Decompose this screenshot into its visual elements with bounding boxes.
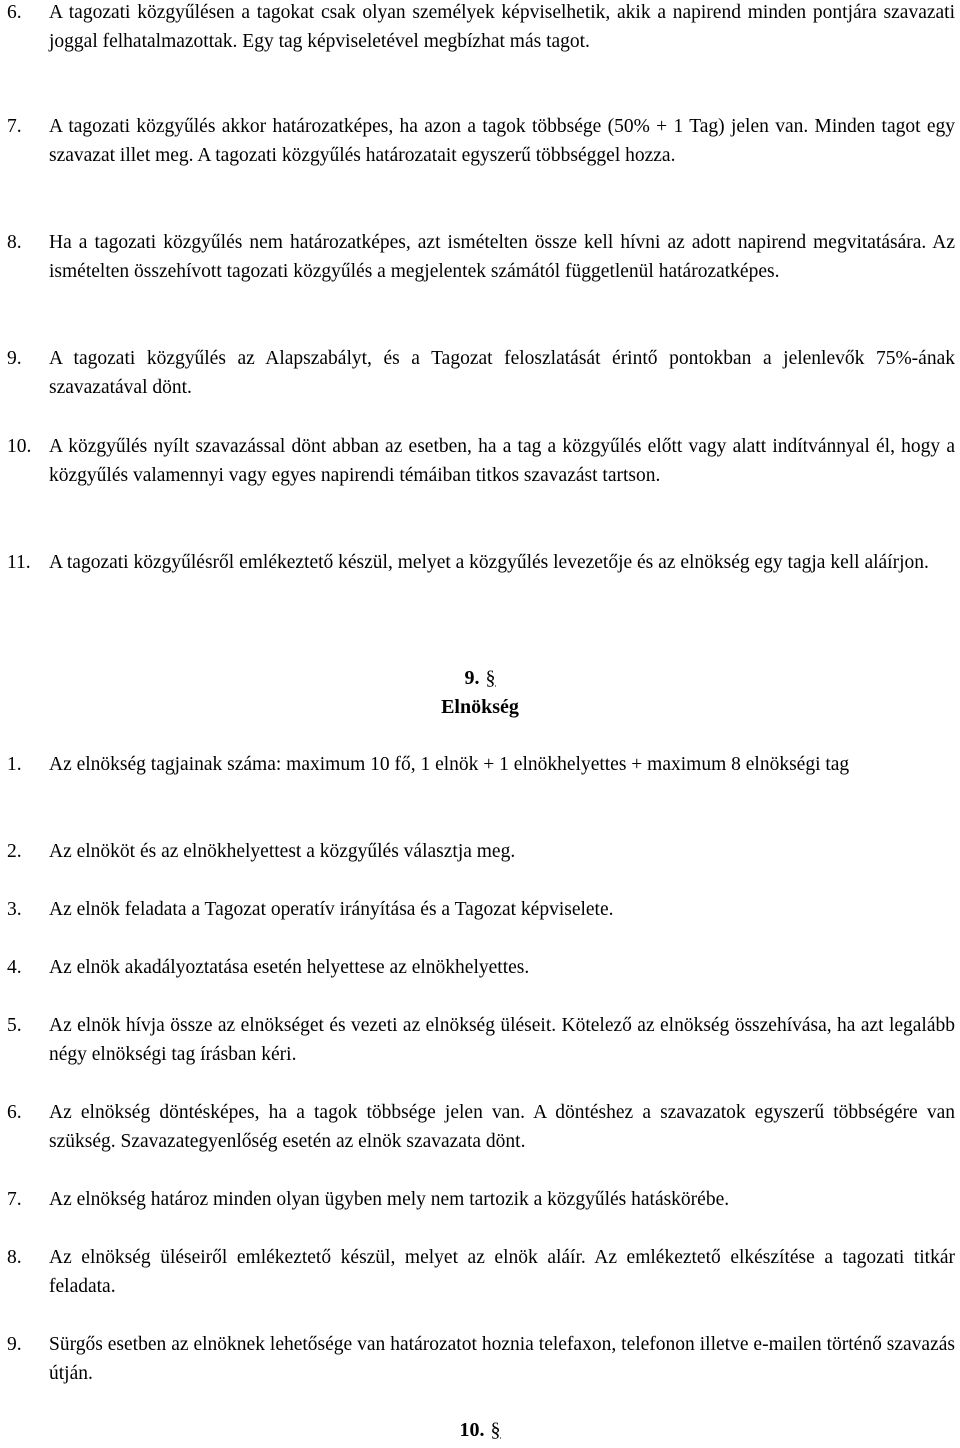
item-text: Az elnökség tagjainak száma: maximum 10 fő, 1 elnök + 1 elnökhelyettes + maximum 8 elnökségi tag: [49, 754, 850, 775]
item-number: 11.: [7, 552, 31, 573]
list-item: [7, 1011, 955, 1069]
item-text: Az elnök akadályoztatása esetén helyettese az elnökhelyettes.: [49, 957, 530, 978]
item-number: 7.: [7, 1189, 22, 1210]
section-heading-number: [0, 1416, 960, 1445]
item-number: 7.: [7, 116, 22, 137]
item-number: 8.: [7, 232, 22, 253]
item-number: 2.: [7, 841, 22, 862]
section-symbol: §: [485, 667, 496, 689]
item-number: 1.: [7, 754, 22, 775]
section-number: 10.: [459, 1419, 485, 1441]
item-text: Az elnököt és az elnökhelyettest a közgyűlés választja meg.: [49, 841, 516, 862]
list-item: [7, 837, 955, 866]
item-number: 10.: [7, 436, 32, 457]
item-number: 3.: [7, 899, 22, 920]
section-symbol: §: [490, 1419, 501, 1441]
list-item: [7, 228, 955, 286]
item-text: Az elnök hívja össze az elnökséget és vezeti az elnökség üléseit. Kötelező az elnökség összehívása, ha azt legalább négy elnökségi tag írásban kéri.: [49, 1015, 955, 1065]
list-item: [7, 1098, 955, 1156]
item-number: 8.: [7, 1247, 22, 1268]
list-item: [7, 1243, 955, 1301]
list-item: [7, 344, 955, 402]
section-number: 9.: [464, 667, 480, 689]
item-text: A közgyűlés nyílt szavazással dönt abban az esetben, ha a tag a közgyűlés előtt vagy alatt indítvánnyal él, hogy a közgyűlés valamennyi vagy egyes napirendi témáiban titkos szavazást tartson.: [49, 436, 955, 486]
list-item: [7, 1330, 955, 1388]
item-number: 6.: [7, 2, 22, 23]
item-number: 5.: [7, 1015, 22, 1036]
list-item: [7, 112, 955, 170]
item-number: 9.: [7, 1334, 22, 1355]
list-item: [7, 953, 955, 982]
item-number: 9.: [7, 348, 22, 369]
item-text: Az elnökség határoz minden olyan ügyben mely nem tartozik a közgyűlés hatáskörébe.: [49, 1189, 730, 1210]
item-text: Az elnök feladata a Tagozat operatív irányítása és a Tagozat képviselete.: [49, 899, 614, 920]
item-text: A tagozati közgyűlés akkor határozatképes, ha azon a tagok többsége (50% + 1 Tag) jelen van. Minden tagot egy szavazat illet meg. A tagozati közgyűlés határozatait egyszerű többséggel hozza.: [49, 116, 955, 166]
list-item: [7, 0, 955, 56]
item-text: A tagozati közgyűlésről emlékeztető készül, melyet a közgyűlés levezetője és az elnökség egy tagja kell aláírjon.: [49, 552, 929, 573]
item-text: Ha a tagozati közgyűlés nem határozatképes, azt ismételten össze kell hívni az adott napirend megvitatására. Az ismételten összehívott tagozati közgyűlés a megjelentek számától függetlenül határozatképes.: [49, 232, 955, 282]
list-item: [7, 895, 955, 924]
item-text: A tagozati közgyűlésen a tagokat csak olyan személyek képviselhetik, akik a napirend minden pontjára szavazati joggal felhatalmazottak. Egy tag képviseletével megbízhat más tagot.: [49, 2, 955, 52]
list-item: [7, 548, 955, 577]
item-number: 4.: [7, 957, 22, 978]
list-item: [7, 1185, 955, 1214]
item-number: 6.: [7, 1102, 22, 1123]
section-heading-number: [0, 664, 960, 693]
item-text: Az elnökség döntésképes, ha a tagok többsége jelen van. A döntéshez a szavazatok egyszerű többségére van szükség. Szavazategyenlőség esetén az elnök szavazata dönt.: [49, 1102, 955, 1152]
list-item: [7, 432, 955, 490]
section-title: Elnökség: [441, 696, 519, 718]
list-item: [7, 750, 955, 779]
item-text: A tagozati közgyűlés az Alapszabályt, és a Tagozat feloszlatását érintő pontokban a jelenlevők 75%-ának szavazatával dönt.: [49, 348, 955, 398]
item-text: Az elnökség üléseiről emlékeztető készül, melyet az elnök aláír. Az emlékeztető elkészítése a tagozati titkár feladata.: [49, 1247, 955, 1297]
item-text: Sürgős esetben az elnöknek lehetősége van határozatot hoznia telefaxon, telefonon illetve e-mailen történő szavazás útján.: [49, 1334, 955, 1384]
